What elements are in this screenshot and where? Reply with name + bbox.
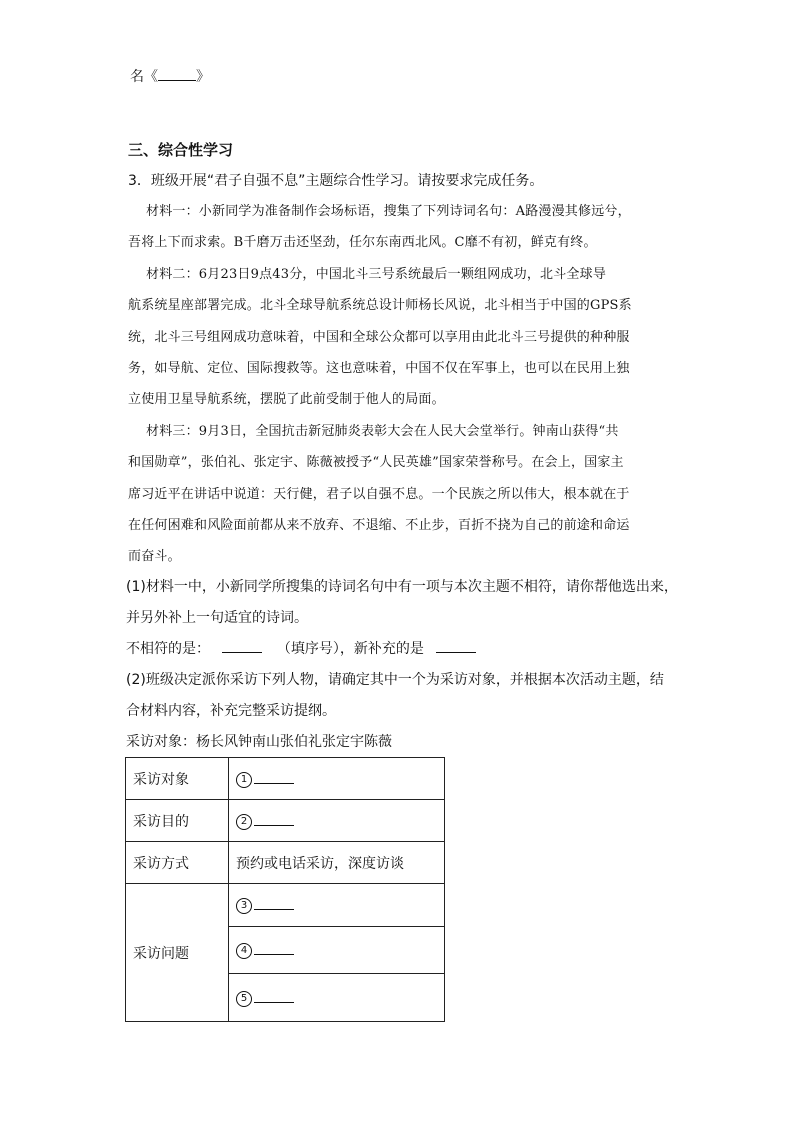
material3-line: 席习近平在讲话中说道：天行健，君子以自强不息。一个民族之所以伟大，根本就在于 (128, 487, 630, 502)
circled-number: 5 (236, 991, 252, 1007)
fragment-prefix: 名《 (130, 69, 158, 85)
section-title: 三、综合性学习 (128, 141, 234, 159)
material1-line: 吾将上下而求索。B千磨万击还坚劲，任尔东南西北风。C靡不有初，鲜克有终。 (128, 235, 597, 250)
sub-question-2: (2)班级决定派你采访下列人物，请确定其中一个为采访对象，并根据本次活动主题，结 (126, 672, 664, 688)
circled-number: 3 (236, 898, 252, 914)
material2-line: 立使用卫星导航系统，摆脱了此前受制于他人的局面。 (128, 392, 445, 407)
sub-question-2: 合材料内容，补充完整采访提纲。 (126, 703, 336, 719)
answer-blank (254, 989, 294, 1003)
interview-outline-table (125, 757, 445, 1022)
answer-blank (254, 941, 294, 955)
row-label: 采访对象 (126, 758, 229, 800)
circled-number: 4 (236, 943, 252, 959)
sub-question-1-answer (126, 638, 476, 660)
mismatch-label: 不相符的是： (126, 641, 210, 657)
top-fragment (130, 66, 210, 88)
supplement-label: （填序号），新补充的是 (276, 641, 424, 657)
row-answer (229, 758, 445, 800)
material2-line: 材料二：6月23日9点43分，中国北斗三号系统最后一颗组网成功，北斗全球导 (146, 267, 607, 282)
answer-blank (254, 896, 294, 910)
table-row (126, 884, 445, 927)
row-answer (229, 927, 445, 974)
material2-line: 统，北斗三号组网成功意味着，中国和全球公众都可以享用由此北斗三号提供的种种服 (128, 330, 630, 345)
answer-blank (254, 812, 294, 826)
row-answer (229, 884, 445, 927)
row-value: 预约或电话采访，深度访谈 (229, 842, 445, 884)
material3-line: 而奋斗。 (128, 549, 181, 564)
sub-question-1: 并另外补上一句适宜的诗词。 (126, 610, 308, 626)
circled-number: 1 (236, 772, 252, 788)
material3-line: 在任何困难和风险面前都从来不放弃、不退缩、不止步，百折不挠为自己的前途和命运 (128, 518, 630, 533)
row-label: 采访问题 (126, 884, 229, 1022)
row-answer (229, 800, 445, 842)
material3-line: 和国勋章”，张伯礼、张定宇、陈薇被授予“人民英雄”国家荣誉称号。在会上，国家主 (128, 455, 624, 470)
row-answer (229, 974, 445, 1022)
mismatch-blank (222, 639, 262, 653)
table-row (126, 842, 445, 884)
interviewees-line: 采访对象：杨长风钟南山张伯礼张定宇陈薇 (126, 734, 392, 750)
circled-number: 2 (236, 814, 252, 830)
row-label: 采访目的 (126, 800, 229, 842)
supplement-blank (436, 639, 476, 653)
material3-line: 材料三：9月3日，全国抗击新冠肺炎表彰大会在人民大会堂举行。钟南山获得“共 (146, 424, 619, 439)
sub-question-1: (1)材料一中，小新同学所搜集的诗词名句中有一项与本次主题不相符，请你帮他选出来， (126, 579, 678, 595)
material1-line: 材料一：小新同学为准备制作会场标语，搜集了下列诗词名句：A路漫漫其修远兮， (146, 204, 631, 219)
question-stem: 3．班级开展“君子自强不息”主题综合性学习。请按要求完成任务。 (128, 173, 544, 189)
row-label: 采访方式 (126, 842, 229, 884)
answer-blank (254, 770, 294, 784)
answer-blank (158, 67, 196, 81)
table-row (126, 758, 445, 800)
table-row (126, 800, 445, 842)
material2-line: 航系统星座部署完成。北斗全球导航系统总设计师杨长风说，北斗相当于中国的GPS系 (128, 298, 632, 313)
fragment-suffix: 》 (196, 69, 210, 85)
material2-line: 务，如导航、定位、国际搜救等。这也意味着，中国不仅在军事上，也可以在民用上独 (128, 361, 630, 376)
